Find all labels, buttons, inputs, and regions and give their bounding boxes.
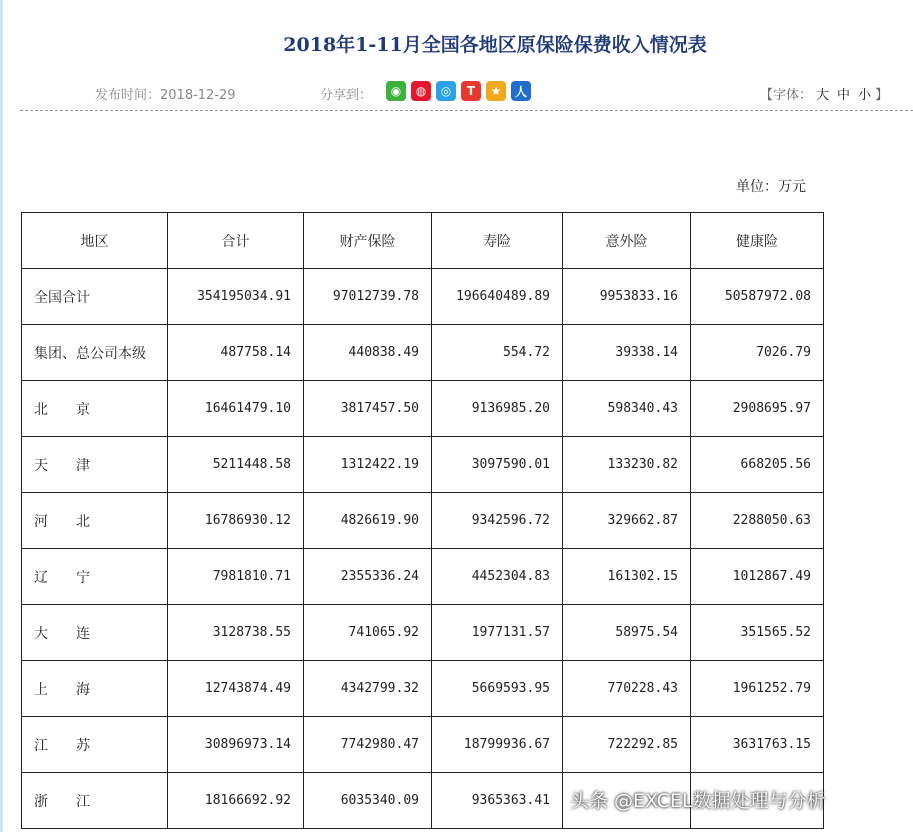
region-cell: 上 海 [22, 661, 168, 717]
toutiao-icon[interactable]: T [461, 81, 481, 101]
value-cell: 12743874.49 [168, 661, 304, 717]
value-cell: 9342596.72 [432, 493, 563, 549]
header-life: 寿险 [432, 213, 563, 269]
header-region: 地区 [22, 213, 168, 269]
value-cell: 50587972.08 [691, 269, 824, 325]
value-cell: 196640489.89 [432, 269, 563, 325]
value-cell: 9365363.41 [432, 773, 563, 829]
value-cell: 16461479.10 [168, 381, 304, 437]
header-accident: 意外险 [563, 213, 691, 269]
table-row [22, 605, 824, 661]
font-size-large-link[interactable]: 大 [816, 88, 830, 103]
qq-space-icon[interactable]: ★ [486, 81, 506, 101]
value-cell: 3631763.15 [691, 717, 824, 773]
table-row [22, 661, 824, 717]
value-cell: 1961252.79 [691, 661, 824, 717]
value-cell: 4342799.32 [304, 661, 432, 717]
value-cell: 668205.56 [691, 437, 824, 493]
value-cell: 161302.15 [563, 549, 691, 605]
value-cell: 2355336.24 [304, 549, 432, 605]
header-property: 财产保险 [304, 213, 432, 269]
value-cell: 9136985.20 [432, 381, 563, 437]
value-cell: 3817457.50 [304, 381, 432, 437]
header-total: 合计 [168, 213, 304, 269]
value-cell: 3128738.55 [168, 605, 304, 661]
divider [20, 110, 913, 111]
table-row [22, 269, 824, 325]
font-size-prefix: 【字体： [760, 88, 813, 103]
value-cell: 6035340.09 [304, 773, 432, 829]
font-size-suffix: 】 [875, 88, 889, 103]
value-cell: 1312422.19 [304, 437, 432, 493]
table-row [22, 381, 824, 437]
value-cell: 741065.92 [304, 605, 432, 661]
value-cell: 7981810.71 [168, 549, 304, 605]
region-cell: 全国合计 [22, 269, 168, 325]
table-row [22, 437, 824, 493]
table-row [22, 549, 824, 605]
region-cell: 江 苏 [22, 717, 168, 773]
value-cell: 7026.79 [691, 325, 824, 381]
qzone-icon[interactable]: ◎ [436, 81, 456, 101]
share-icons [386, 81, 531, 101]
value-cell: 5669593.95 [432, 661, 563, 717]
value-cell: 354195034.91 [168, 269, 304, 325]
font-size-switcher [760, 84, 888, 103]
table-row [22, 493, 824, 549]
value-cell: 351565.52 [691, 605, 824, 661]
value-cell: 97012739.78 [304, 269, 432, 325]
watermark: 头条 @EXCEL数据处理与分析 [570, 790, 826, 812]
value-cell: 18799936.67 [432, 717, 563, 773]
renren-icon[interactable]: 人 [511, 81, 531, 101]
region-cell: 北 京 [22, 381, 168, 437]
left-border-strip [0, 0, 3, 832]
wechat-icon[interactable]: ◉ [386, 81, 406, 101]
value-cell: 4826619.90 [304, 493, 432, 549]
region-cell: 大 连 [22, 605, 168, 661]
value-cell: 18166692.92 [168, 773, 304, 829]
publish-time: 发布时间：2018-12-29 [95, 88, 236, 103]
share-label: 分享到： [320, 88, 373, 103]
value-cell: 133230.82 [563, 437, 691, 493]
region-cell: 集团、总公司本级 [22, 325, 168, 381]
value-cell: 3097590.01 [432, 437, 563, 493]
header-health: 健康险 [691, 213, 824, 269]
value-cell: 58975.54 [563, 605, 691, 661]
value-cell: 440838.49 [304, 325, 432, 381]
value-cell: 7742980.47 [304, 717, 432, 773]
value-cell: 487758.14 [168, 325, 304, 381]
table-row [22, 325, 824, 381]
value-cell: 4452304.83 [432, 549, 563, 605]
font-size-medium-link[interactable]: 中 [837, 88, 851, 103]
premium-table [21, 212, 824, 829]
value-cell: 2288050.63 [691, 493, 824, 549]
region-cell: 河 北 [22, 493, 168, 549]
value-cell: 554.72 [432, 325, 563, 381]
value-cell: 16786930.12 [168, 493, 304, 549]
region-cell: 辽 宁 [22, 549, 168, 605]
value-cell: 1012867.49 [691, 549, 824, 605]
value-cell: 5211448.58 [168, 437, 304, 493]
value-cell: 2908695.97 [691, 381, 824, 437]
table-header-row [22, 213, 824, 269]
value-cell: 1977131.57 [432, 605, 563, 661]
value-cell: 722292.85 [563, 717, 691, 773]
value-cell: 329662.87 [563, 493, 691, 549]
value-cell: 770228.43 [563, 661, 691, 717]
meta-bar [0, 80, 913, 106]
font-size-small-link[interactable]: 小 [858, 88, 872, 103]
value-cell: 30896973.14 [168, 717, 304, 773]
unit-label: 单位：万元 [736, 179, 806, 195]
value-cell: 39338.14 [563, 325, 691, 381]
weibo-icon[interactable]: ◍ [411, 81, 431, 101]
region-cell: 天 津 [22, 437, 168, 493]
value-cell: 598340.43 [563, 381, 691, 437]
value-cell: 9953833.16 [563, 269, 691, 325]
page-title: 2018年1-11月全国各地区原保险保费收入情况表 [283, 34, 707, 56]
region-cell: 浙 江 [22, 773, 168, 829]
table-row [22, 717, 824, 773]
